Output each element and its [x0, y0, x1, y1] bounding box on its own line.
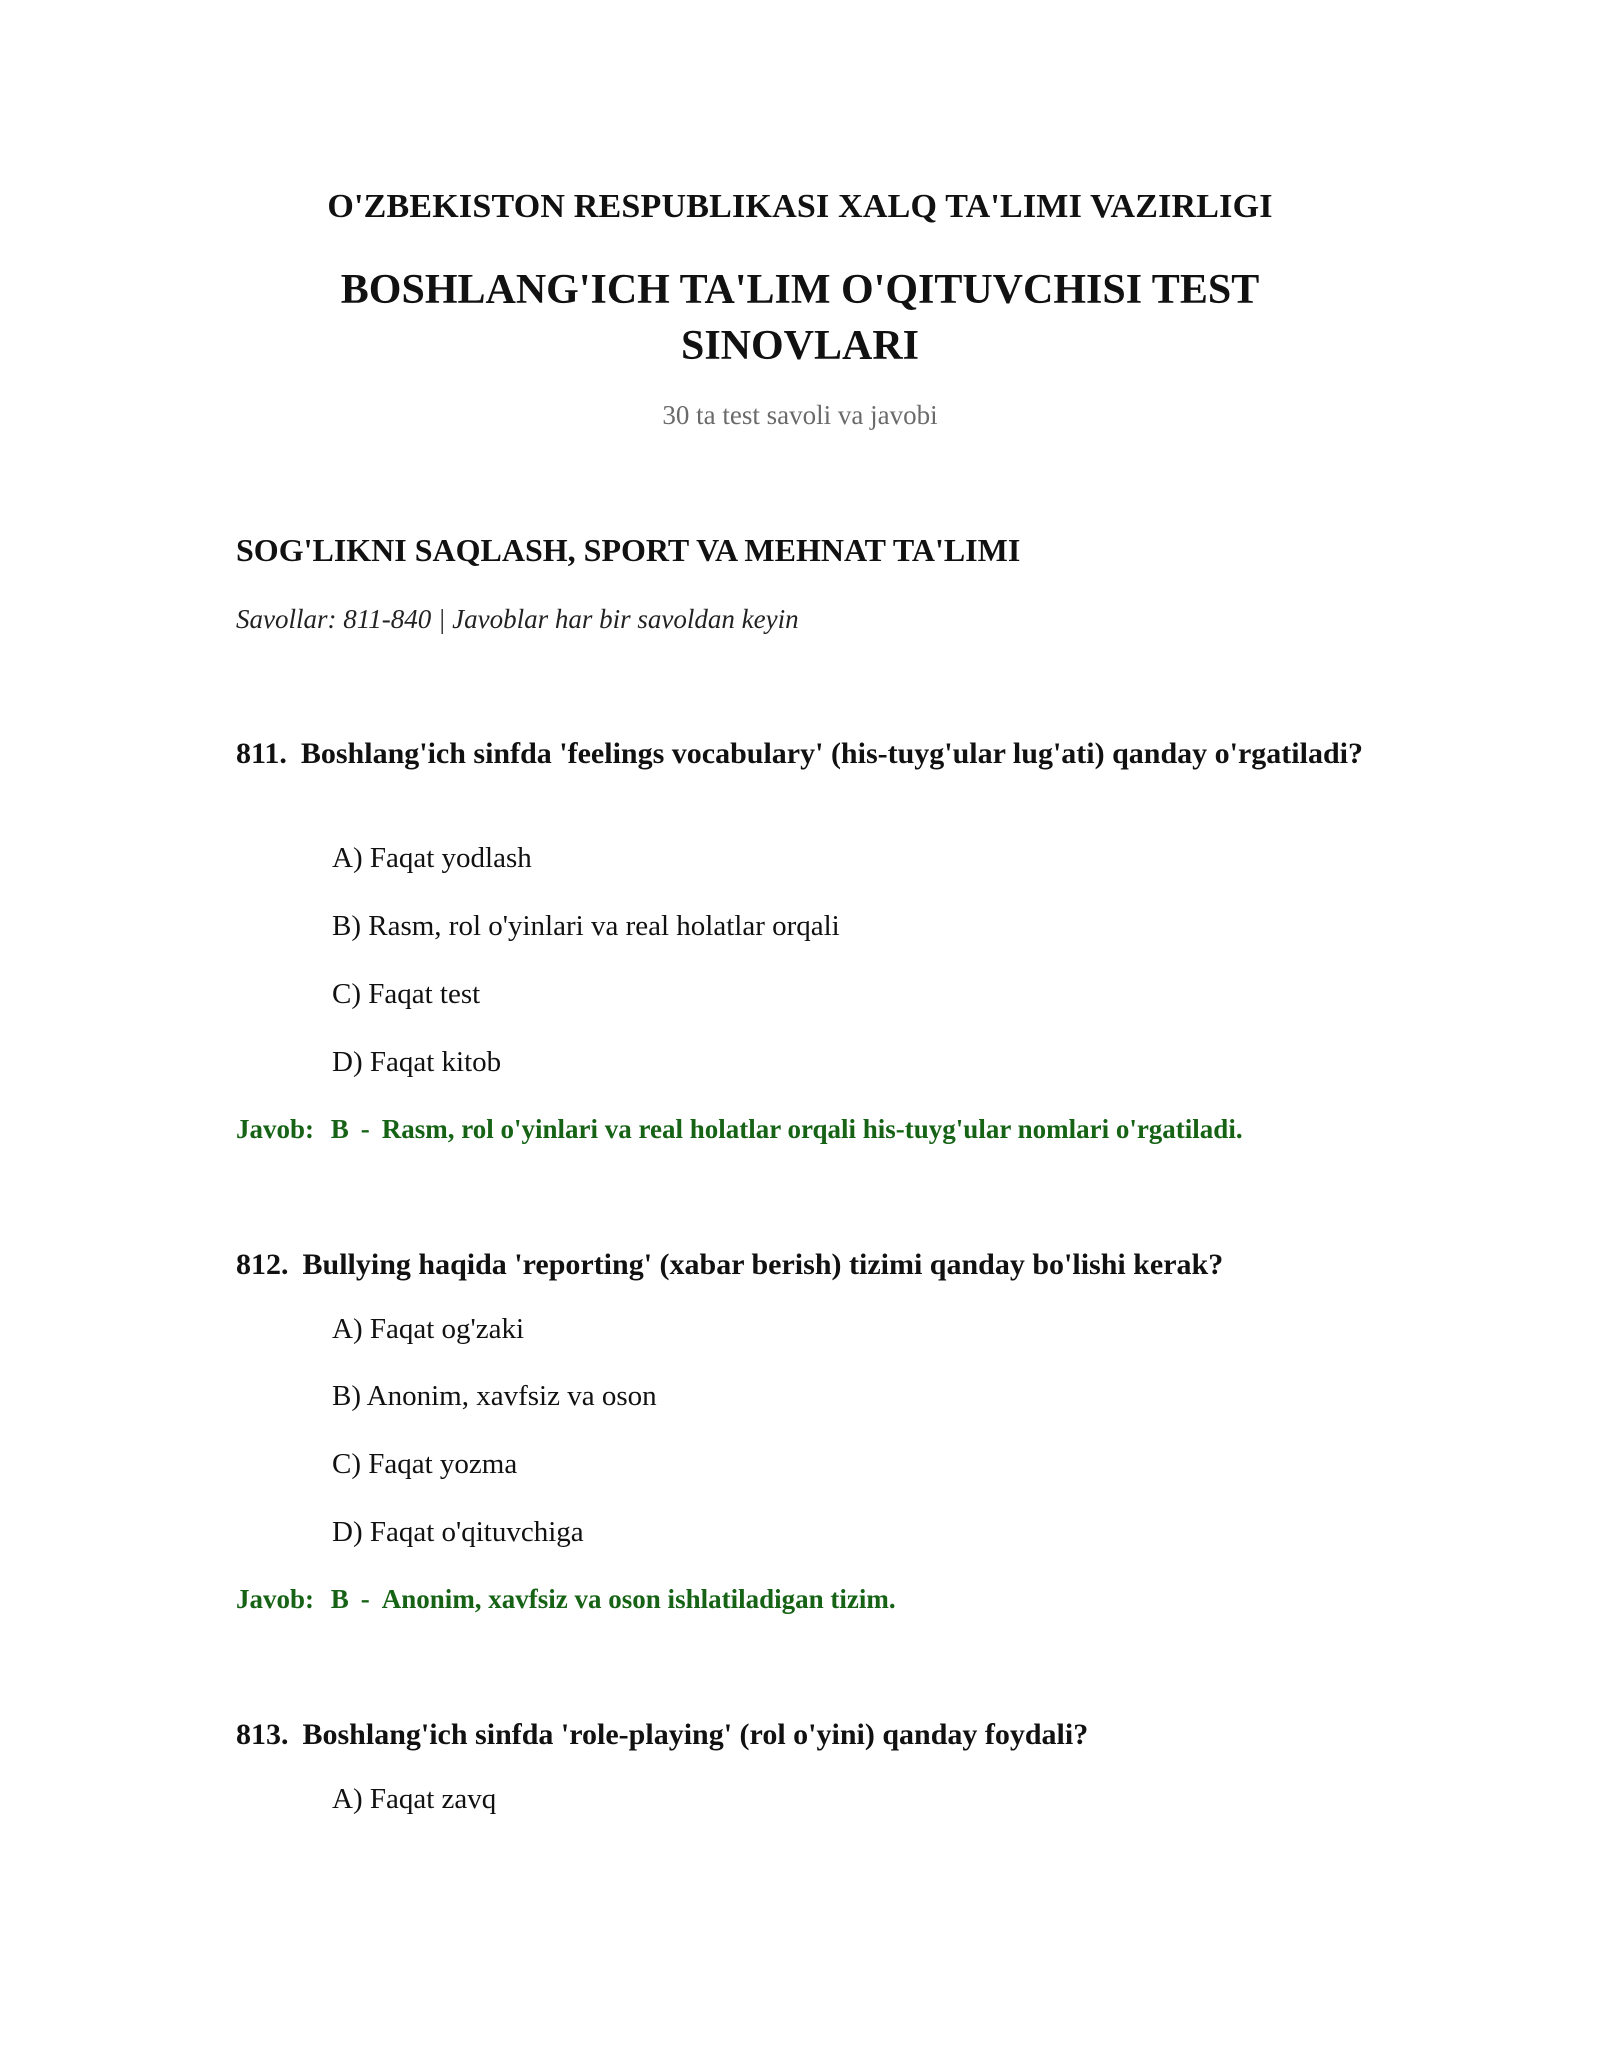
answer-label: Javob:	[236, 1114, 315, 1144]
answer-dash: -	[360, 1114, 370, 1144]
option-a: A) Faqat zavq	[332, 1783, 497, 1815]
answer-letter: B	[330, 1114, 349, 1144]
option-d: D) Faqat o'qituvchiga	[332, 1516, 584, 1548]
question-text: Boshlang'ich sinfda 'role-playing' (rol o'yini) qanday foydali?	[302, 1718, 1089, 1751]
question-number: 812.	[236, 1248, 289, 1281]
section-note: Savollar: 811-840 | Javoblar har bir savoldan keyin	[236, 604, 799, 634]
question-813	[236, 1714, 1366, 1755]
question-number: 811.	[236, 737, 287, 770]
question-812	[236, 1244, 1366, 1285]
answer-text: Anonim, xavfsiz va oson ishlatiladigan tizim.	[381, 1584, 896, 1614]
option-c: C) Faqat test	[332, 978, 481, 1010]
option-c: C) Faqat yozma	[332, 1448, 518, 1480]
answer-dash: -	[360, 1584, 370, 1614]
document-subtitle: 30 ta test savoli va javobi	[662, 400, 938, 430]
question-811	[236, 733, 1366, 774]
option-b: B) Anonim, xavfsiz va oson	[332, 1380, 657, 1412]
answer-line	[236, 1584, 896, 1615]
question-number: 813.	[236, 1718, 289, 1751]
document-title: BOSHLANG'ICH TA'LIM O'QITUVCHISI TEST SINOVLARI	[340, 267, 1260, 369]
answer-text: Rasm, rol o'yinlari va real holatlar orqali his-tuyg'ular nomlari o'rgatiladi.	[381, 1114, 1243, 1144]
ministry-heading: O'ZBEKISTON RESPUBLIKASI XALQ TA'LIMI VAZIRLIGI	[327, 188, 1273, 225]
option-d: D) Faqat kitob	[332, 1046, 502, 1078]
answer-letter: B	[330, 1584, 349, 1614]
option-a: A) Faqat yodlash	[332, 842, 532, 874]
section-title: SOG'LIKNI SAQLASH, SPORT VA MEHNAT TA'LIMI	[236, 532, 1021, 568]
option-a: A) Faqat og'zaki	[332, 1313, 525, 1345]
answer-label: Javob:	[236, 1584, 315, 1614]
question-text: Bullying haqida 'reporting' (xabar berish) tizimi qanday bo'lishi kerak?	[302, 1248, 1224, 1281]
question-text: Boshlang'ich sinfda 'feelings vocabulary' (his-tuyg'ular lug'ati) qanday o'rgatiladi?	[300, 737, 1363, 770]
option-b: B) Rasm, rol o'yinlari va real holatlar orqali	[332, 910, 840, 942]
answer-line	[236, 1114, 1243, 1145]
